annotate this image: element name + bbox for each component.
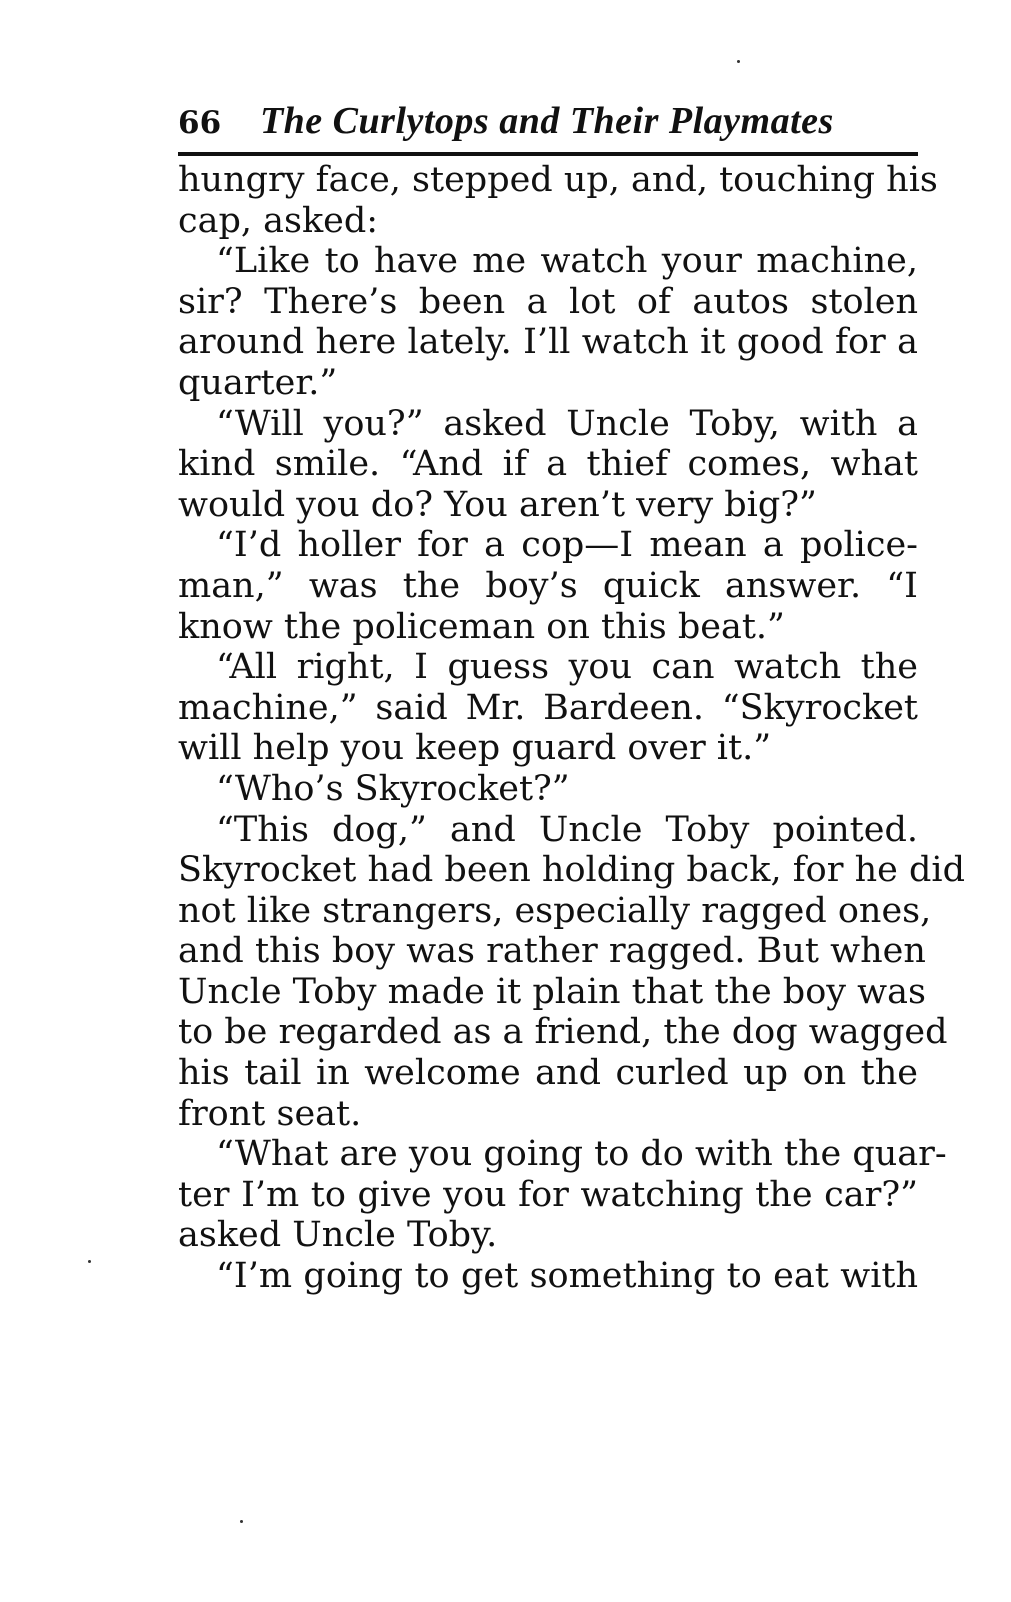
text-line: his tail in welcome and curled up on the [178, 1053, 918, 1094]
text-line: “All right, I guess you can watch the [216, 647, 918, 688]
text-line: “Like to have me watch your machine, [216, 241, 918, 282]
text-line: cap, asked: [178, 200, 379, 241]
text-line: to be regarded as a friend, the dog wagged [178, 1012, 948, 1053]
text-line: Skyrocket had been holding back, for he did [178, 850, 965, 891]
text-line: “What are you going to do with the quar- [216, 1134, 947, 1175]
book-title: The Curlytops and Their Playmates [259, 100, 834, 142]
running-head [178, 96, 918, 146]
text-line: man,” was the boy’s quick answer. “I [178, 565, 918, 606]
text-line: not like strangers, especially ragged ones, [178, 890, 932, 931]
page-number: 66 [178, 105, 222, 141]
text-line: machine,” said Mr. Bardeen. “Skyrocket [178, 687, 918, 728]
text-line: “I’m going to get something to eat with [216, 1256, 918, 1297]
text-line: around here lately. I’ll watch it good for a [178, 322, 918, 363]
text-line: quarter.” [178, 362, 338, 403]
scan-speck [737, 60, 740, 63]
text-line: “Will you?” asked Uncle Toby, with a [216, 403, 918, 444]
body-text [178, 160, 965, 1297]
text-line: will help you keep guard over it.” [178, 728, 772, 769]
text-line: asked Uncle Toby. [178, 1215, 498, 1256]
text-line: “This dog,” and Uncle Toby pointed. [216, 809, 918, 850]
text-line: sir? There’s been a lot of autos stolen [178, 281, 918, 322]
text-line: “I’d holler for a cop—I mean a police- [216, 525, 918, 566]
text-line: and this boy was rather ragged. But when [178, 931, 926, 972]
header-rule [178, 152, 918, 156]
text-line: ter I’m to give you for watching the car?” [178, 1174, 918, 1215]
scan-speck [88, 1260, 91, 1263]
text-line: Uncle Toby made it plain that the boy was [178, 971, 926, 1012]
text-line: kind smile. “And if a thief comes, what [178, 444, 918, 485]
scan-speck [240, 1520, 243, 1523]
text-line: hungry face, stepped up, and, touching his [178, 160, 938, 200]
text-line: front seat. [178, 1093, 362, 1134]
text-line: “Who’s Skyrocket?” [216, 768, 570, 809]
text-line: know the policeman on this beat.” [178, 606, 785, 647]
text-line: would you do? You aren’t very big?” [178, 484, 817, 525]
